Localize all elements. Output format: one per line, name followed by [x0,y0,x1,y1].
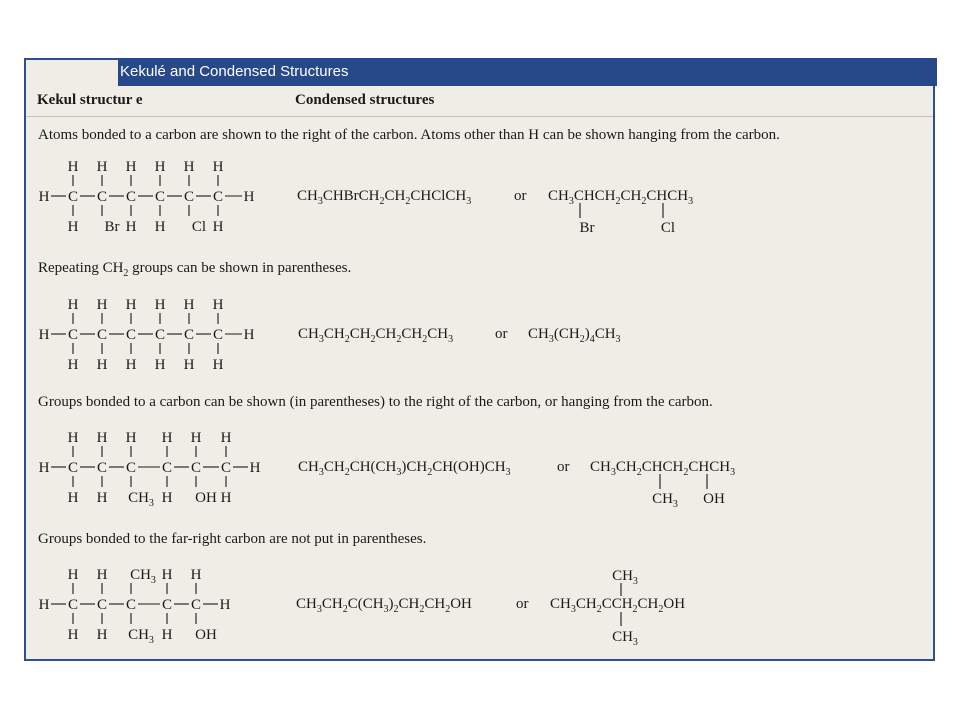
substituent-top: H [125,297,137,313]
substituent-bottom: Br [104,219,120,235]
substituent-bottom: H [161,490,173,506]
carbon-atom: C [212,327,224,343]
substituent-bottom: OH [195,490,217,506]
kekule-column-header: Kekul structur e [37,92,143,108]
carbon-atom: C [67,460,79,476]
carbon-atom: C [220,460,232,476]
carbon-atom: C [183,327,195,343]
substituent-bottom: H [212,357,224,373]
hanging-group: Br [579,220,595,236]
substituent-bottom: H [96,357,108,373]
terminal-hydrogen-left: H [38,327,50,343]
substituent-bottom: H [125,219,137,235]
substituent-bottom: $CH_3$ [128,490,154,509]
terminal-hydrogen-right: H [219,597,231,613]
substituent-bottom: H [96,627,108,643]
hanging-group: Cl [660,220,676,236]
terminal-hydrogen-left: H [38,597,50,613]
substituent-bottom: H [67,490,79,506]
section-1-condensed-hanging: $CH_3CHCH_2CH_2CHCH_3$ [548,188,694,207]
hanging-group: $CH_3$ [652,491,678,510]
carbon-atom: C [161,597,173,613]
section-3-condensed-hanging: $CH_3CH_2CHCH_2CHCH_3$ [590,459,736,478]
carbon-atom: C [125,597,137,613]
carbon-atom: C [67,327,79,343]
carbon-atom: C [183,189,195,205]
substituent-bottom: H [67,219,79,235]
substituent-top: H [183,159,195,175]
carbon-atom: C [161,460,173,476]
carbon-atom: C [154,189,166,205]
substituent-top: H [154,297,166,313]
section-4-condensed-linear: $CH_3CH_2C(CH_3)_2CH_2CH_2OH$ [296,596,472,615]
substituent-top: H [96,430,108,446]
substituent-top: H [161,430,173,446]
substituent-bottom: H [220,490,232,506]
hanging-group: $CH_3$ [612,629,638,648]
section-1-condensed-linear: $CH_3CHBrCH_2CH_2CHClCH_3$ [297,188,472,207]
section-3-or: or [557,459,570,475]
carbon-atom: C [125,460,137,476]
substituent-top: H [125,159,137,175]
section-2-condensed-parentheses: $CH_3(CH_2)_4CH_3$ [528,326,621,345]
carbon-atom: C [96,460,108,476]
substituent-bottom: OH [195,627,217,643]
substituent-top: H [161,567,173,583]
substituent-bottom: H [96,490,108,506]
condensed-column-header: Condensed structures [295,92,435,108]
carbon-atom: C [96,327,108,343]
carbon-atom: C [96,597,108,613]
substituent-bottom: H [183,357,195,373]
section-4-condensed-hanging: $CH_3CH_2CCH_2CH_2OH$ [550,596,686,615]
substituent-bottom: Cl [191,219,207,235]
section-3-condensed-linear: $CH_3CH_2CH(CH_3)CH_2CH(OH)CH_3$ [298,459,511,478]
substituent-top: H [212,159,224,175]
section-4-or: or [516,596,529,612]
carbon-atom: C [212,189,224,205]
substituent-top: H [67,159,79,175]
carbon-atom: C [125,189,137,205]
terminal-hydrogen-right: H [243,327,255,343]
substituent-top: H [154,159,166,175]
hanging-group: $CH_3$ [612,568,638,587]
carbon-atom: C [190,460,202,476]
substituent-top: H [96,297,108,313]
carbon-atom: C [154,327,166,343]
substituent-bottom: $CH_3$ [128,627,154,646]
substituent-top: H [67,430,79,446]
substituent-bottom: H [212,219,224,235]
section-2-condensed-linear: $CH_3CH_2CH_2CH_2CH_2CH_3$ [298,326,454,345]
terminal-hydrogen-left: H [38,460,50,476]
section-1-description: Atoms bonded to a carbon are shown to the right of the carbon. Atoms other than H can be shown hanging from the carbon. [38,127,780,143]
substituent-top: H [96,567,108,583]
terminal-hydrogen-right: H [249,460,261,476]
substituent-top: H [212,297,224,313]
substituent-top: H [183,297,195,313]
substituent-top: H [190,430,202,446]
substituent-bottom: H [67,627,79,643]
substituent-top: H [190,567,202,583]
substituent-top: H [67,567,79,583]
carbon-atom: C [190,597,202,613]
substituent-top: H [125,430,137,446]
substituent-bottom: H [67,357,79,373]
panel-title: Kekulé and Condensed Structures [118,58,937,86]
substituent-top: H [220,430,232,446]
carbon-atom: C [125,327,137,343]
section-2-description: Repeating $CH_2$ groups can be shown in parentheses. [38,260,352,279]
substituent-bottom: H [154,219,166,235]
substituent-bottom: H [125,357,137,373]
carbon-atom: C [67,597,79,613]
substituent-top: H [96,159,108,175]
substituent-bottom: H [154,357,166,373]
hanging-group: OH [703,491,725,507]
substituent-top: H [67,297,79,313]
carbon-atom: C [96,189,108,205]
section-2-or: or [495,326,508,342]
terminal-hydrogen-right: H [243,189,255,205]
section-3-description: Groups bonded to a carbon can be shown (in parentheses) to the right of the carbon, or hanging from the carbon. [38,394,713,410]
carbon-atom: C [67,189,79,205]
section-4-description: Groups bonded to the far-right carbon are not put in parentheses. [38,531,427,547]
section-1-or: or [514,188,527,204]
substituent-bottom: H [161,627,173,643]
terminal-hydrogen-left: H [38,189,50,205]
substituent-top: $CH_3$ [130,567,156,586]
